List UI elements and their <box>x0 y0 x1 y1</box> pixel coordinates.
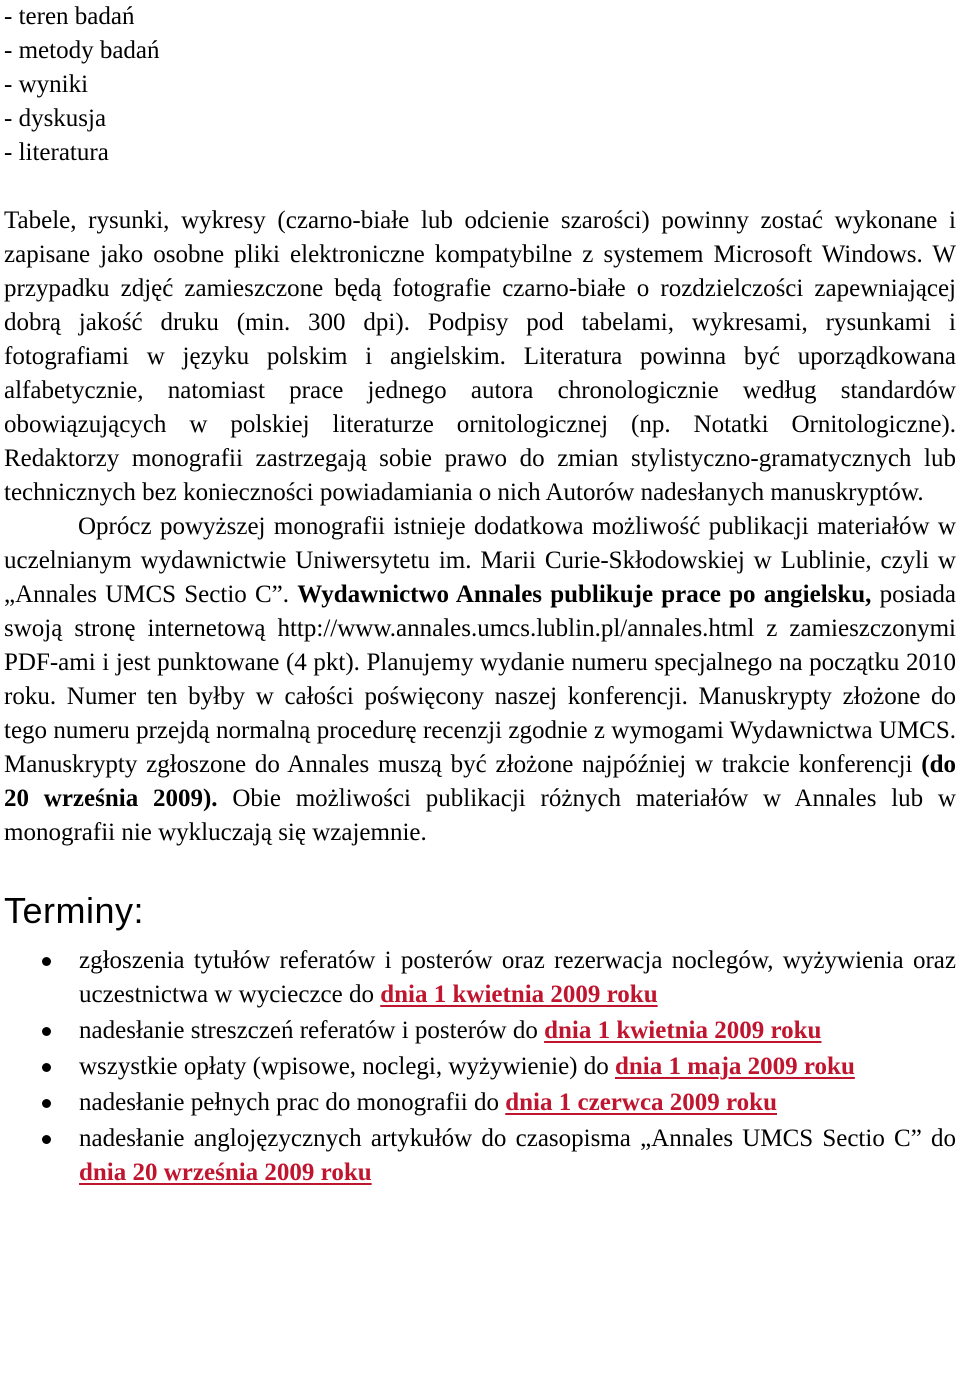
section-list <box>4 0 956 170</box>
deadline-date: dnia 1 czerwca 2009 roku <box>505 1089 777 1116</box>
bullet-icon <box>42 1063 51 1072</box>
list-item: - teren badań <box>4 3 135 30</box>
spacer <box>4 170 956 204</box>
term-text: wszystkie opłaty (wpisowe, noclegi, wyżywienie) do <box>79 1053 615 1080</box>
term-item <box>4 1050 956 1084</box>
list-item: - dyskusja <box>4 105 107 132</box>
list-item: - metody badań <box>4 37 160 64</box>
deadline-date: dnia 1 maja 2009 roku <box>615 1053 855 1080</box>
deadline-date: dnia 1 kwietnia 2009 roku <box>544 1017 822 1044</box>
term-item <box>4 1014 956 1048</box>
term-item <box>4 944 956 1012</box>
bullet-icon <box>42 1099 51 1108</box>
deadline-date: dnia 20 września 2009 roku <box>79 1159 372 1186</box>
term-item <box>4 1122 956 1190</box>
bullet-icon <box>42 1027 51 1036</box>
terms-list <box>4 944 956 1190</box>
bullet-icon <box>42 957 51 966</box>
term-text: nadesłanie pełnych prac do monografii do <box>79 1089 506 1116</box>
paragraph-annales <box>4 510 956 850</box>
paragraph-guidelines: Tabele, rysunki, wykresy (czarno-białe lub odcienie szarości) powinny zostać wykonane i zapisane jako osobne pliki elektroniczne kompatybilne z systemem Microsoft Windows. W przypadku zdjęć zamieszczone będą fotografie czarno-białe o rozdzielczości zapewniającej dobrą jakość druku (min. 300 dpi). Podpisy pod tabelami, wykresami, rysunkami i fotografiami w języku polskim i angielskim. Literatura powinna być uporządkowana alfabetycznie, natomiast prace jednego autora chronologicznie według standardów obowiązujących w polskiej literaturze ornitologicznej (np. Notatki Ornitologiczne). Redaktorzy monografii zastrzegają sobie prawo do zmian stylistyczno-gramatycznych lub technicznych bez konieczności powiadamiania o nich Autorów nadesłanych manuskryptów. <box>4 207 956 506</box>
term-item <box>4 1086 956 1120</box>
paragraph-text: Oprócz powyższej monografii istnieje dodatkowa możliwość publikacji materiałów w uczelnianym wydawnictwie Uniwersytetu im. Marii Curie-Skłodowskiej w Lublinie, czyli w „Annales UMCS Sectio C”. <box>4 513 956 608</box>
bullet-icon <box>42 1135 51 1144</box>
term-text: nadesłanie streszczeń referatów i posterów do <box>79 1017 545 1044</box>
paragraph-bold-text: (do 20 września 2009). <box>4 751 956 812</box>
list-item: - literatura <box>4 139 109 166</box>
term-text: nadesłanie anglojęzycznych artykułów do czasopisma „Annales UMCS Sectio C” do <box>79 1125 956 1152</box>
paragraph-text: Obie możliwości publikacji różnych materiałów w Annales lub w monografii nie wykluczają się wzajemnie. <box>4 785 956 846</box>
terms-heading: Terminy: <box>4 890 145 931</box>
term-text: zgłoszenia tytułów referatów i posterów oraz rezerwacja noclegów, wyżywienia oraz uczestnictwa w wycieczce do <box>79 947 956 1008</box>
deadline-date: dnia 1 kwietnia 2009 roku <box>380 981 658 1008</box>
paragraph-text: posiada swoją stronę internetową http://www.annales.umcs.lublin.pl/annales.html z zamieszczonymi PDF-ami i jest punktowane (4 pkt). Planujemy wydanie numeru specjalnego na początku 2010 roku. Numer ten byłby w całości poświęcony naszej konferencji. Manuskrypty złożone do tego numeru przejdą normalną procedurę recenzji zgodnie z wymogami Wydawnictwa UMCS. Manuskrypty zgłoszone do Annales muszą być złożone najpóźniej w trakcie konferencji <box>4 581 957 778</box>
paragraph-bold-text: Wydawnictwo Annales publikuje prace po angielsku, <box>297 581 872 608</box>
list-item: - wyniki <box>4 71 89 98</box>
